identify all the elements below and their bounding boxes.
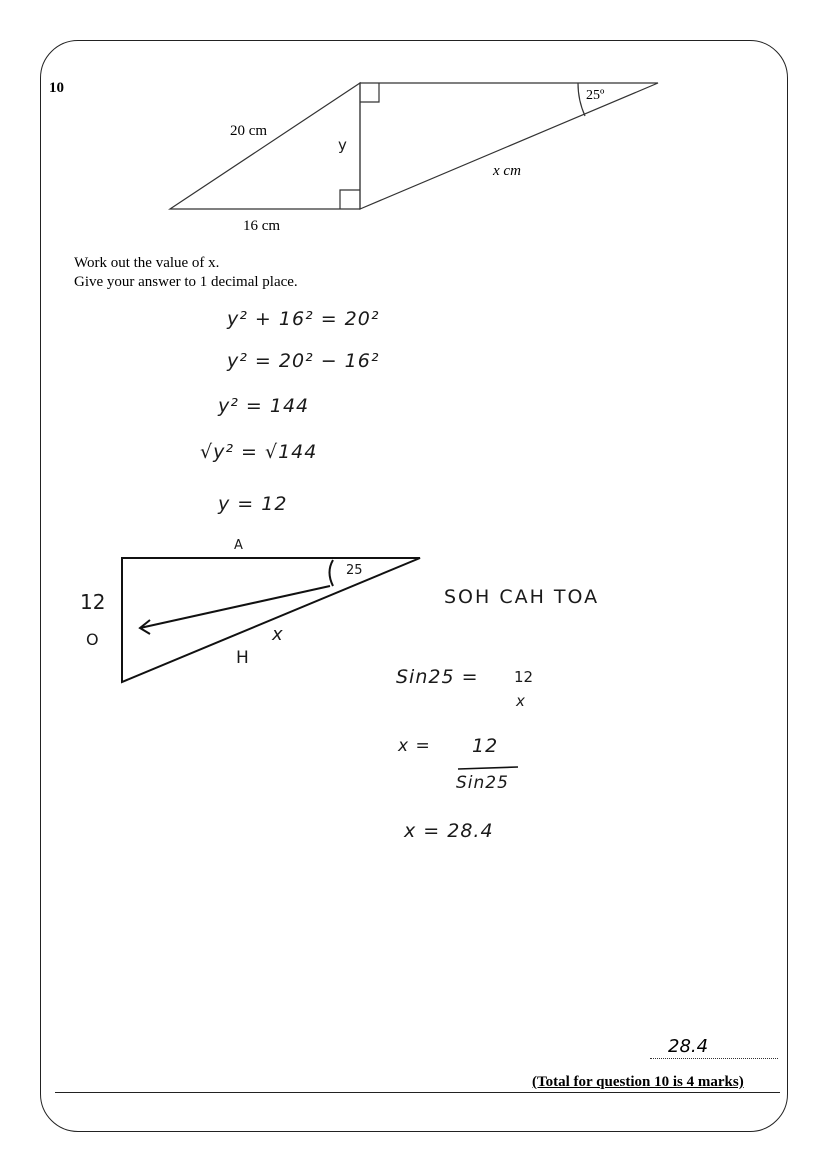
right-angle-mark-top — [360, 83, 379, 102]
label-angle: 25º — [586, 88, 605, 103]
sketch-triangle — [122, 558, 420, 682]
right-triangle — [360, 83, 658, 209]
mnemonic: SOH CAH TOA — [444, 586, 600, 608]
working-line-3: y² = 144 — [218, 395, 310, 417]
x-equation-den: Sin25 — [456, 773, 509, 793]
x-equation-num: 12 — [472, 735, 499, 757]
sin-equation-num: 12 — [514, 668, 534, 686]
instruction-2: Give your answer to 1 decimal place. — [74, 274, 298, 290]
x-equation-lhs: x = — [398, 736, 431, 756]
working-line-5: y = 12 — [218, 493, 288, 515]
label-20cm: 20 cm — [230, 123, 268, 139]
working-line-1: y² + 16² = 20² — [227, 308, 380, 330]
sin-equation-lhs: Sin25 = — [396, 666, 479, 688]
angle-arc — [578, 83, 585, 116]
sketch-label-a: A — [234, 538, 243, 553]
sketch-left-num: 12 — [80, 590, 106, 614]
working-line-4: √y² = √144 — [200, 441, 318, 463]
sketch-hyp-label: H — [236, 648, 249, 668]
sin-equation-den: x — [516, 692, 525, 710]
working-result: x = 28.4 — [404, 820, 494, 842]
sketch-angle-arc — [330, 560, 334, 586]
instruction-1: Work out the value of x. — [74, 255, 220, 271]
working-line-2: y² = 20² − 16² — [227, 350, 380, 372]
sketch-left-letter: O — [86, 630, 99, 649]
total-marks: (Total for question 10 is 4 marks) — [532, 1074, 744, 1090]
right-angle-mark-bottom — [340, 190, 360, 209]
label-16cm: 16 cm — [243, 218, 281, 234]
sketch-angle: 25 — [346, 563, 363, 578]
label-x-cm: x cm — [493, 163, 521, 179]
question-number: 10 — [49, 80, 64, 96]
left-triangle — [170, 83, 360, 209]
answer-value: 28.4 — [668, 1036, 709, 1057]
label-y: y — [338, 136, 347, 154]
bottom-rule — [55, 1092, 780, 1093]
sketch-x-label: x — [272, 624, 283, 645]
fraction-bar — [458, 767, 518, 769]
